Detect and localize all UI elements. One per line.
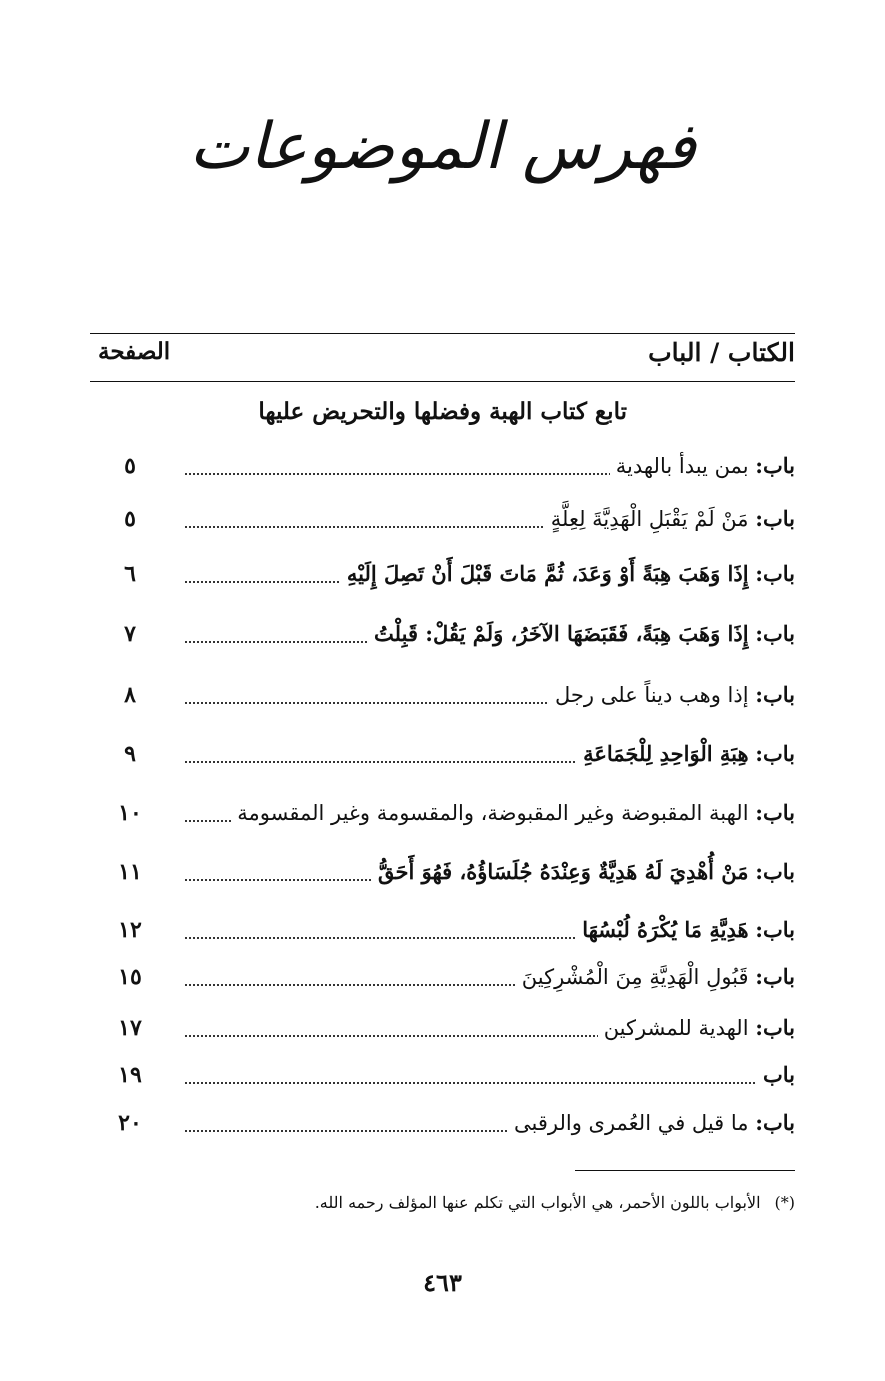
toc-entry-text	[368, 614, 795, 654]
toc-entry-title: إذا وهب ديناً على رجل	[555, 683, 749, 707]
table-top-rule	[90, 333, 795, 334]
toc-entry-title: ما قيل في العُمرى والرقبى	[514, 1111, 749, 1135]
toc-entry-prefix: باب:	[755, 859, 795, 884]
toc-entry-title: مَنْ أُهْدِيَ لَهُ هَدِيَّةٌ وَعِنْدَهُ جُلَسَاؤُهُ، فَهُوَ أَحَقُّ	[377, 859, 749, 884]
header-page: الصفحة	[98, 338, 171, 365]
toc-entry-prefix: باب:	[755, 453, 795, 478]
toc-entry[interactable]	[90, 499, 795, 539]
toc-entry-title: هِبَةِ الْوَاحِدِ لِلْجَمَاعَةِ	[583, 741, 749, 766]
toc-entry[interactable]	[90, 1055, 795, 1095]
toc-entry-page: ٥	[124, 506, 136, 532]
header-book-chapter: الكتاب / الباب	[648, 338, 795, 367]
toc-entry[interactable]	[90, 554, 795, 594]
toc-entry-prefix: باب:	[755, 917, 795, 942]
toc-entry-prefix: باب	[762, 1062, 795, 1087]
table-header-rule	[90, 381, 795, 382]
page-title: فهرس الموضوعات	[189, 110, 696, 184]
toc-entry-text	[341, 554, 795, 594]
toc-entry[interactable]	[90, 957, 795, 997]
toc-entry-title: مَنْ لَمْ يَقْبَلِ الْهَدِيَّةَ لِعِلَّةٍ	[550, 507, 749, 531]
toc-entry-text	[549, 675, 795, 715]
toc-entry-title: إِذَا وَهَبَ هِبَةً أَوْ وَعَدَ، ثُمَّ مَاتَ قَبْلَ أَنْ تَصِلَ إِلَيْهِ	[346, 561, 749, 586]
toc-entry-page: ١٠	[118, 800, 142, 826]
toc-entry[interactable]	[90, 910, 795, 950]
dot-leader	[185, 1082, 795, 1084]
toc-entry-text	[231, 793, 795, 833]
footnote-marker: (*)	[774, 1193, 795, 1212]
toc-entry-page: ٢٠	[118, 1110, 142, 1136]
toc-entry-text	[516, 957, 795, 997]
toc-entry-title: إِذَا وَهَبَ هِبَةً، فَقَبَضَهَا الآخَرُ، وَلَمْ يَقُلْ: قَبِلْتُ	[374, 621, 749, 646]
toc-entry-page: ١٧	[118, 1015, 142, 1041]
toc-entry-text	[545, 499, 795, 539]
toc-entry-page: ٥	[124, 453, 136, 479]
toc-entry[interactable]	[90, 793, 795, 833]
toc-entry-title: قَبُولِ الْهَدِيَّةِ مِنَ الْمُشْرِكِينَ	[521, 965, 749, 989]
toc-entry[interactable]	[90, 675, 795, 715]
toc-entry-text	[757, 1055, 795, 1095]
toc-entry[interactable]	[90, 446, 795, 486]
toc-entry[interactable]	[90, 852, 795, 892]
toc-entry-prefix: باب:	[755, 682, 795, 707]
toc-entry-prefix: باب:	[755, 1110, 795, 1135]
toc-entry-text	[598, 1008, 795, 1048]
toc-entry[interactable]	[90, 1008, 795, 1048]
toc-entry-page: ٨	[124, 682, 136, 708]
toc-entry-text	[508, 1103, 795, 1143]
toc-entry-prefix: باب:	[755, 506, 795, 531]
toc-entry-page: ١٩	[118, 1062, 142, 1088]
page-number: ٤٦٣	[423, 1268, 462, 1297]
footnote-rule	[575, 1170, 795, 1171]
footnote	[315, 1193, 795, 1212]
toc-entry-page: ١١	[118, 859, 142, 885]
toc-entry-page: ٦	[124, 561, 136, 587]
toc-entry[interactable]	[90, 1103, 795, 1143]
toc-entry[interactable]	[90, 614, 795, 654]
toc-entry-title: الهبة المقبوضة وغير المقبوضة، والمقسومة وغير المقسومة	[237, 801, 749, 825]
toc-entry-text	[610, 446, 795, 486]
toc-entry-prefix: باب:	[755, 800, 795, 825]
toc-entry-title: هَدِيَّةِ مَا يُكْرَهُ لُبْسُهَا	[582, 917, 749, 942]
toc-entry-prefix: باب:	[755, 621, 795, 646]
toc-entry-text	[576, 910, 795, 950]
toc-entry-prefix: باب:	[755, 964, 795, 989]
toc-entry-page: ١٢	[118, 917, 142, 943]
toc-entry-prefix: باب:	[755, 741, 795, 766]
footnote-text: الأبواب باللون الأحمر، هي الأبواب التي تكلم عنها المؤلف رحمه الله.	[314, 1193, 761, 1212]
section-heading: تابع كتاب الهبة وفضلها والتحريض عليها	[258, 398, 627, 425]
toc-entry-page: ٧	[124, 621, 136, 647]
toc-entry[interactable]	[90, 734, 795, 774]
toc-entry-title: الهدية للمشركين	[603, 1016, 749, 1040]
toc-entry-text	[372, 852, 795, 892]
toc-entry-title: بمن يبدأ بالهدية	[615, 454, 749, 478]
toc-entry-page: ٩	[124, 741, 136, 767]
toc-entry-text	[577, 734, 795, 774]
toc-entry-prefix: باب:	[755, 1015, 795, 1040]
toc-entry-page: ١٥	[118, 964, 142, 990]
toc-entry-prefix: باب:	[755, 561, 795, 586]
